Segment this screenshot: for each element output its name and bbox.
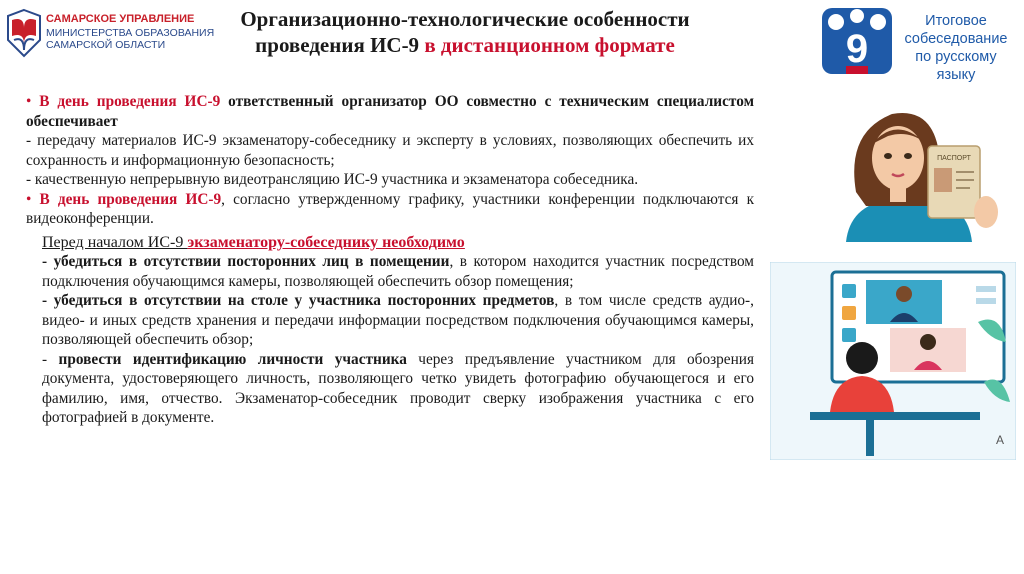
bullet-1: • В день проведения ИС-9 ответственный организатор ОО совместно с техническим специалистом обеспечивает (26, 93, 754, 130)
svg-text:ПАСПОРТ: ПАСПОРТ (937, 155, 971, 162)
woman-with-passport-image (836, 102, 1004, 242)
page-title (180, 6, 750, 58)
bullet-2: • В день проведения ИС-9, согласно утвержденному графику, участники конференции подключаются к видеоконференции. (26, 190, 754, 227)
oral-exam-logo (816, 2, 1016, 82)
title-line-1: Организационно-технологические особенности (240, 7, 690, 31)
title-line-2: проведения ИС-9 в дистанционном формате (255, 33, 675, 57)
svg-text:9: 9 (845, 27, 869, 71)
logo-line-2: МИНИСТЕРСТВА ОБРАЗОВАНИЯ САМАРСКОЙ ОБЛАСТИ (46, 27, 215, 51)
book-emblem-icon (4, 6, 44, 58)
oral-exam-logo-text: Итоговое собеседование по русскому языку (904, 13, 1008, 83)
section-heading: Перед началом ИС-9 экзаменатору-собеседнику необходимо (42, 233, 465, 251)
main-content (26, 92, 754, 428)
item-1: - убедиться в отсутствии посторонних лиц в помещении, в котором находится участник посредством подключения обучающимся камеры, позволяющей обеспечить обзор помещения; (42, 253, 754, 290)
item-3: - провести идентификацию личности участника через предъявление участником для обозрения документа, удостоверяющего личность, позволяющего четко увидеть фотографию обучающегося и его фамилию, имя, отчество. Экзаменатор-собеседник проводит сверку изображения участника с его фотографией в документе. (42, 350, 755, 426)
logo-line-1: САМАРСКОЕ УПРАВЛЕНИЕ (46, 13, 195, 25)
item-2: - убедиться в отсутствии на столе у участника посторонних предметов, в том числе средств аудио-, видео- и иных средств хранения и передачи информации посредством подключения обучающимся камеры, позволяющей обеспечить обзор; (42, 292, 754, 348)
svg-text:A: A (995, 433, 1005, 447)
ministry-logo (4, 6, 215, 62)
bullet-1-dash-2: - качественную непрерывную видеотрансляцию ИС-9 участника и экзаменатора собеседника. (26, 171, 639, 188)
nine-emblem-icon (816, 2, 898, 80)
video-conference-image (770, 262, 1016, 460)
bullet-1-dash-1: - передачу материалов ИС-9 экзаменатору-собеседнику и эксперту в условиях, позволяющих обеспечить их сохранность и информационную безопасность; (26, 132, 754, 169)
